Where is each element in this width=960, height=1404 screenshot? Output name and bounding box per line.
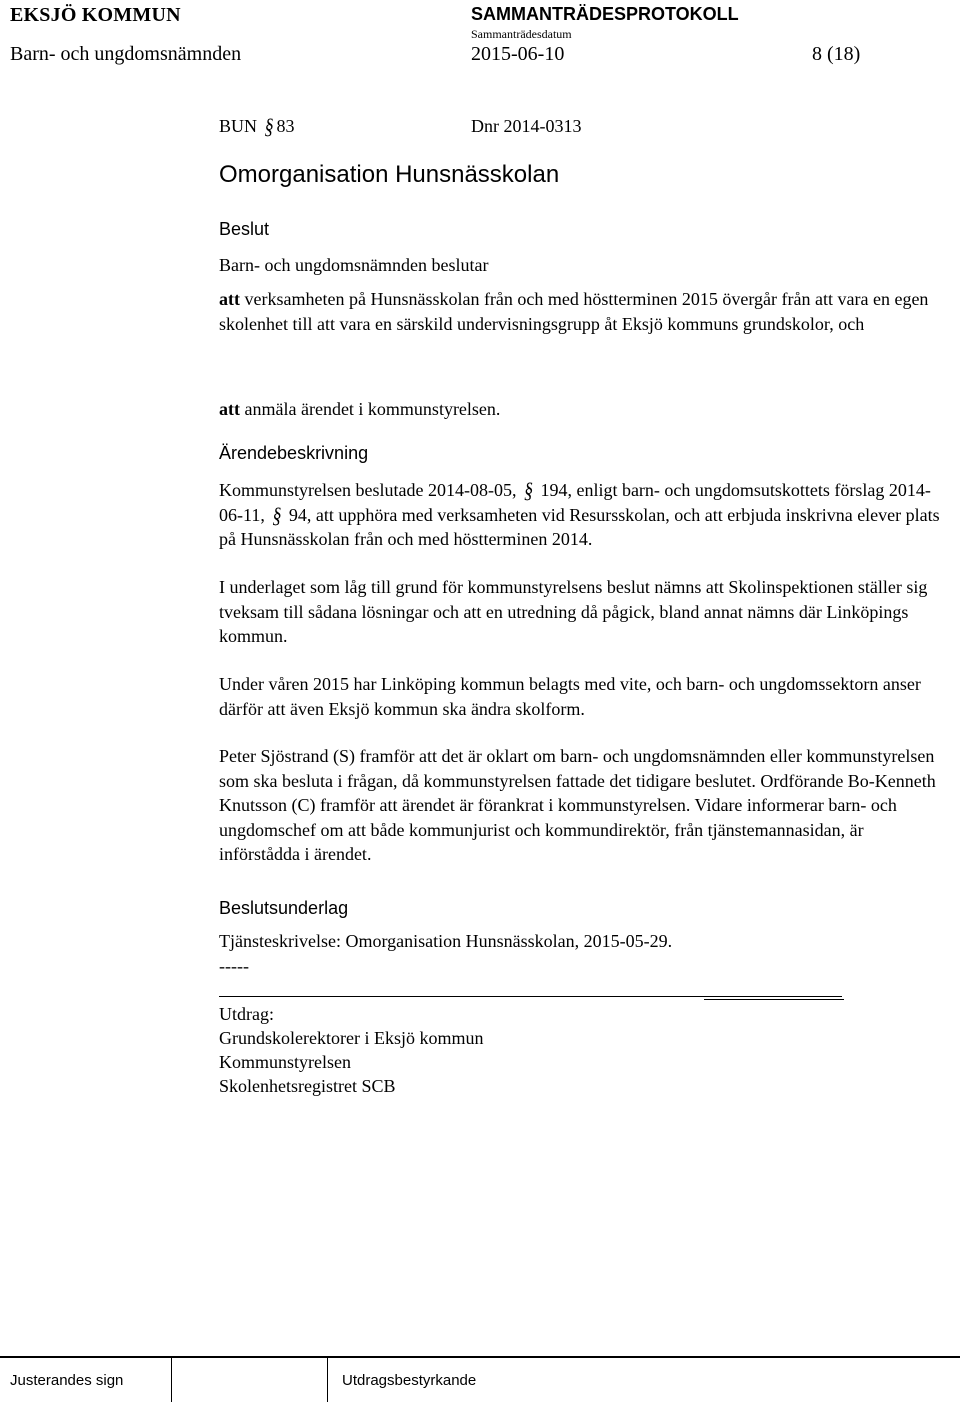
org-name: EKSJÖ KOMMUN: [10, 4, 181, 26]
decision-item-1: [219, 287, 944, 336]
signature-box-divider: [171, 1358, 172, 1402]
case-description-p1-part-a: Kommunstyrelsen beslutade 2014-08-05,: [219, 480, 521, 500]
decision-heading: Beslut: [219, 219, 270, 239]
extract-recipient: Grundskolerektorer i Eksjö kommun: [219, 1028, 484, 1048]
footer-divider: [0, 1356, 960, 1358]
meeting-date-label: Sammanträdesdatum: [471, 27, 572, 41]
case-description-p1-part-b: 194, enligt barn- och ungdomsutskottets förslag 2014-06-11,: [219, 480, 931, 525]
case-title: Omorganisation Hunsnässkolan: [219, 161, 560, 188]
decision-item-2: [219, 397, 944, 422]
case-description-p1-part-c: 94, att upphöra med verksamheten vid Resursskolan, och att erbjuda inskrivna elever plats på Hunsnässkolan från och med höstterminen 2014.: [219, 504, 940, 549]
decision-intro: Barn- och ungdomsnämnden beslutar: [219, 255, 489, 275]
case-ref-number: 83: [276, 116, 295, 136]
meeting-date: 2015-06-10: [471, 43, 565, 65]
divider-rule: [219, 996, 842, 997]
decision-basis-heading: Beslutsunderlag: [219, 898, 349, 918]
divider-rule-short: [704, 999, 844, 1000]
certification-label: Utdragsbestyrkande: [342, 1372, 477, 1389]
paragraph-sign-icon: §: [523, 477, 533, 503]
signature-box-divider: [327, 1358, 328, 1402]
separator-text: -----: [219, 956, 249, 976]
case-description-paragraph-4: Peter Sjöstrand (S) framför att det är oklart om barn- och ungdomsnämnden eller kommunstyrelsen som ska besluta i frågan, då kommunstyrelsen fattade det tidigare beslutet. Ordförande Bo-Kenneth Knutsson (C) framför att ärendet är förankrat i kommunstyrelsen. Vidare informerar barn- och ungdomschef om att både kommunjurist och kommundirektör, från tjänstemannasidan, är införstådda i ärendet.: [219, 746, 936, 864]
decision-basis-item: Tjänsteskrivelse: Omorganisation Hunsnässkolan, 2015-05-29.: [219, 931, 673, 951]
signature-label: Justerandes sign: [10, 1372, 124, 1389]
page-number: 8 (18): [812, 43, 861, 65]
case-description-paragraph-1: [219, 478, 944, 552]
decision-item-1-text: verksamheten på Hunsnässkolan från och med höstterminen 2015 övergår från att vara en egen skolenhet till att vara en särskild undervisningsgrupp åt Eksjö kommuns grundskolor, och: [219, 289, 929, 334]
case-reference: [219, 113, 582, 139]
decision-item-1-keyword: att: [219, 289, 240, 309]
committee-name: Barn- och ungdomsnämnden: [10, 43, 242, 65]
extract-recipient: Skolenhetsregistret SCB: [219, 1076, 396, 1096]
extract-label: Utdrag:: [219, 1004, 274, 1024]
decision-item-2-text: anmäla ärendet i kommunstyrelsen.: [240, 399, 501, 419]
case-ref-prefix: BUN: [219, 116, 258, 136]
decision-item-2-keyword: att: [219, 399, 240, 419]
paragraph-sign-icon: §: [264, 113, 274, 139]
case-description-heading: Ärendebeskrivning: [219, 443, 369, 463]
case-description-paragraph-2: I underlaget som låg till grund för kommunstyrelsens beslut nämns att Skolinspektionen ställer sig tveksam till sådana lösningar och att en utredning då pågick, bland annat nämns där Linköpings kommun.: [219, 577, 928, 646]
diary-number: Dnr 2014-0313: [471, 116, 582, 136]
paragraph-sign-icon: §: [272, 501, 282, 527]
case-description-paragraph-3: Under våren 2015 har Linköping kommun belagts med vite, och barn- och ungdomssektorn anser därför att även Eksjö kommun ska ändra skolform.: [219, 674, 921, 719]
document-type: SAMMANTRÄDESPROTOKOLL: [471, 4, 739, 24]
extract-recipient: Kommunstyrelsen: [219, 1052, 351, 1072]
